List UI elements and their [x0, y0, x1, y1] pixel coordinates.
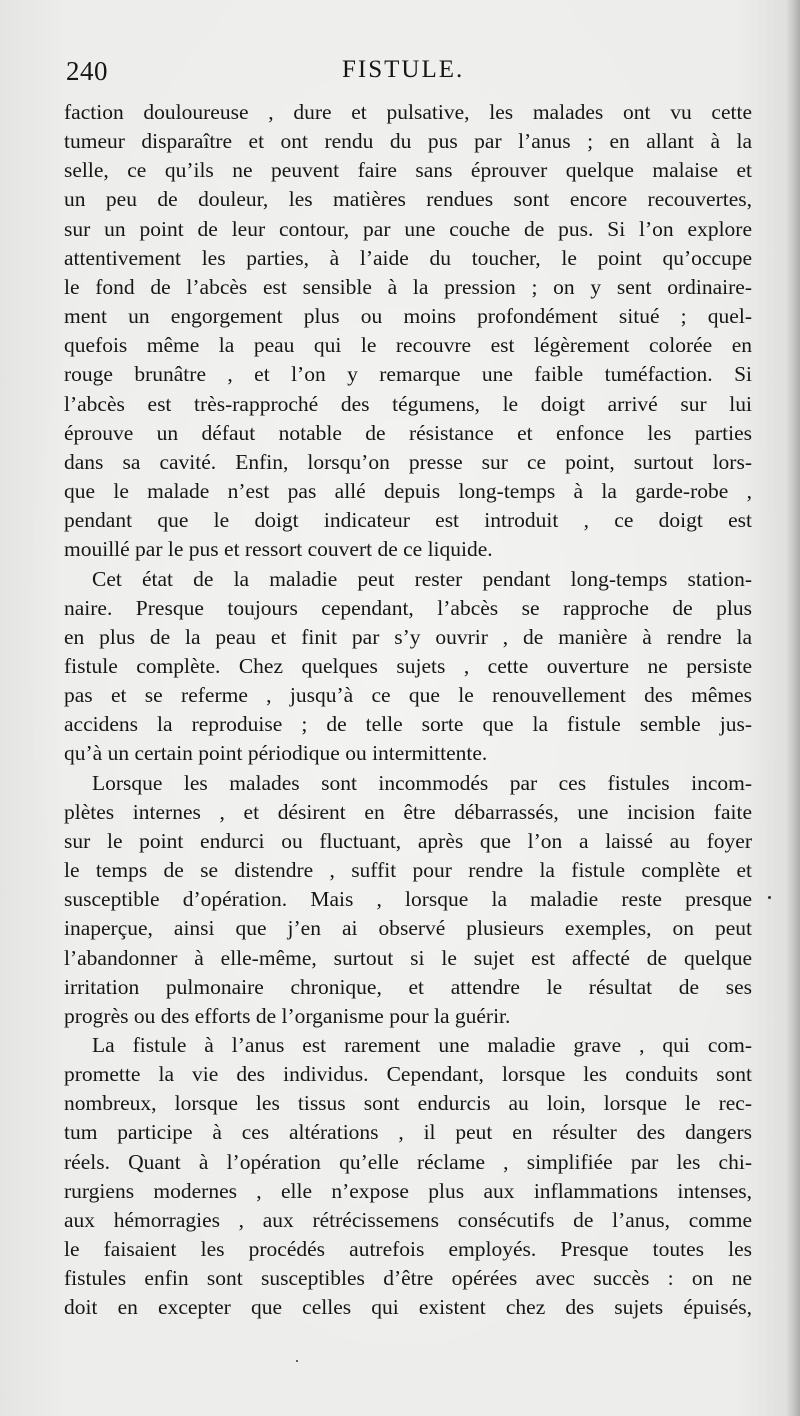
text-line: mouillé par le pus et ressort couvert de ce liquide.	[64, 537, 493, 562]
text-line: le faisaient les procédés autrefois employés. Presque toutes les	[64, 1237, 752, 1262]
text-line: dans sa cavité. Enfin, lorsqu’on presse sur ce point, surtout lors-	[64, 449, 752, 474]
text-line: fistules enfin sont susceptibles d’être opérées avec succès : on ne	[64, 1266, 752, 1291]
text-line: faction douloureuse , dure et pulsative, les malades ont vu cette	[64, 100, 752, 124]
text-line: un peu de douleur, les matières rendues sont encore recouvertes,	[64, 187, 752, 212]
text-line: fistule complète. Chez quelques sujets , cette ouverture ne persiste	[64, 653, 752, 678]
text-line: irritation pulmonaire chronique, et attendre le résultat de ses	[64, 974, 752, 999]
ink-speck	[296, 1360, 298, 1362]
text-line: pendant que le doigt indicateur est introduit , ce doigt est	[64, 508, 752, 533]
running-head: FISTULE.	[342, 56, 465, 83]
text-line: inaperçue, ainsi que j’en ai observé plusieurs exemples, on peut	[64, 916, 752, 941]
text-line: susceptible d’opération. Mais , lorsque la maladie reste presque	[64, 887, 752, 912]
text-line: ment un engorgement plus ou moins profondément situé ; quel-	[64, 304, 752, 329]
text-line: Cet état de la maladie peut rester pendant long-temps station-	[92, 566, 752, 591]
text-line: rouge brunâtre , et l’on y remarque une faible tuméfaction. Si	[64, 362, 752, 387]
page-header	[66, 56, 752, 96]
text-line: accidens la reproduise ; de telle sorte que la fistule semble jus-	[64, 712, 752, 737]
text-line: La fistule à l’anus est rarement une maladie grave , qui com-	[92, 1033, 752, 1057]
text-line: progrès ou des efforts de l’organisme pour la guérir.	[64, 1003, 511, 1028]
text-line: pas et se referme , jusqu’à ce que le renouvellement des mêmes	[64, 683, 752, 708]
text-line: sur un point de leur contour, par une couche de pus. Si l’on explore	[64, 216, 752, 241]
ink-speck	[768, 896, 771, 899]
text-line: rurgiens modernes , elle n’expose plus aux inflammations intenses,	[64, 1178, 752, 1203]
text-line: réels. Quant à l’opération qu’elle réclame , simplifiée par les chi-	[64, 1149, 752, 1174]
page-edge-shadow	[786, 0, 800, 1416]
text-line: aux hémorragies , aux rétrécissemens consécutifs de l’anus, comme	[64, 1207, 752, 1232]
text-line: Lorsque les malades sont incommodés par ces fistules incom-	[92, 770, 752, 795]
text-line: éprouve un défaut notable de résistance et enfonce les parties	[64, 420, 752, 445]
text-line: naire. Presque toujours cependant, l’abcès se rapproche de plus	[64, 595, 752, 620]
page-number: 240	[66, 56, 108, 86]
text-line: tumeur disparaître et ont rendu du pus par l’anus ; en allant à la	[64, 129, 752, 154]
body-text	[64, 98, 752, 1323]
text-line: attentivement les parties, à l’aide du toucher, le point qu’occupe	[64, 245, 752, 270]
text-line: en plus de la peau et finit par s’y ouvrir , de manière à rendre la	[64, 624, 752, 649]
text-line: l’abcès est très-rapproché des tégumens, le doigt arrivé sur lui	[64, 391, 752, 416]
text-line: tum participe à ces altérations , il peut en résulter des dangers	[64, 1120, 752, 1145]
text-line: qu’à un certain point périodique ou intermittente.	[64, 741, 488, 766]
text-line: sur le point endurci ou fluctuant, après que l’on a laissé au foyer	[64, 828, 752, 853]
text-line: quefois même la peau qui le recouvre est légèrement colorée en	[64, 333, 752, 358]
text-line: que le malade n’est pas allé depuis long-temps à la garde-robe ,	[64, 479, 752, 504]
text-line: nombreux, lorsque les tissus sont endurcis au loin, lorsque le rec-	[64, 1091, 752, 1116]
text-line: selle, ce qu’ils ne peuvent faire sans éprouver quelque malaise et	[64, 158, 752, 183]
text-line: l’abandonner à elle-même, surtout si le sujet est affecté de quelque	[64, 945, 752, 970]
text-line: plètes internes , et désirent en être débarrassés, une incision faite	[64, 799, 752, 824]
text-line: le temps de se distendre , suffit pour rendre la fistule complète et	[64, 858, 752, 883]
text-line: le fond de l’abcès est sensible à la pression ; on y sent ordinaire-	[64, 274, 752, 299]
text-line: doit en excepter que celles qui existent chez des sujets épuisés,	[64, 1295, 752, 1320]
text-line: promette la vie des individus. Cependant, lorsque les conduits sont	[64, 1062, 752, 1087]
